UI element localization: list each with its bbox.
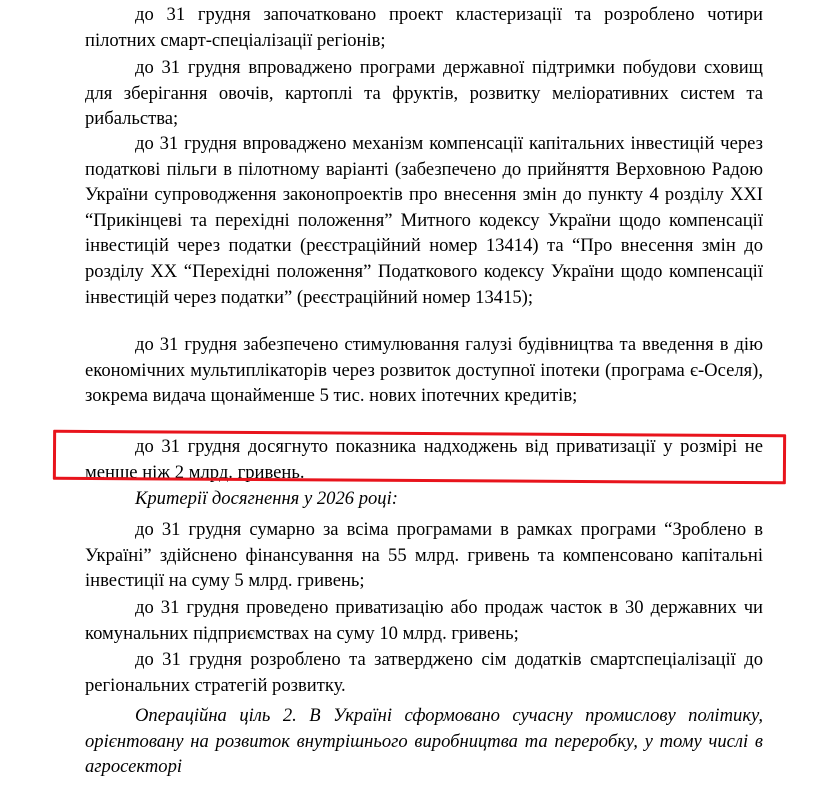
paragraph-investment-compensation: до 31 грудня впроваджено механізм компенсації капітальних інвестицій через податкові пільги в пілотному варіанті (забезпечено до прийняття Верховною Радою України супроводження законопроектів про внесення змін до пункту 4 розділу XXI “Прикінцеві та перехідні положення” Митного кодексу України щодо компенсації інвестицій через податки (реєстраційний номер 13414) та “Про внесення змін до розділу XX “Перехідні положення” Податкового кодексу України щодо компенсації інвестицій через податки” (реєстраційний номер 13415); xyxy=(85,133,763,308)
red-highlight-frame xyxy=(53,430,786,484)
criteria-heading-2026: Критерії досягнення у 2026 році: xyxy=(135,488,398,509)
paragraph-privatization-enterprises: до 31 грудня проведено приватизацію або продаж часток в 30 державних чи комунальних підприємствах на суму 10 млрд. гривень; xyxy=(85,597,763,644)
paragraph-privatization-revenue: до 31 грудня досягнуто показника надходжень від приватизації у розмірі не менше ніж 2 млрд. гривень. xyxy=(85,436,763,483)
paragraph-smart-specialization: до 31 грудня розроблено та затверджено сім додатків смартспеціалізації до регіональних стратегій розвитку. xyxy=(85,649,763,696)
paragraph-made-in-ukraine-financing: до 31 грудня сумарно за всіма програмами в рамках програми “Зроблено в Україні” здійснено фінансування на 55 млрд. гривень та компенсовано капітальні інвестиції на суму 5 млрд. гривень; xyxy=(85,519,763,592)
operational-goal-heading: Операційна ціль 2. В Україні сформовано сучасну промислову політику, орієнтовану на розвиток внутрішнього виробництва та переробку, у тому числі в агросекторі xyxy=(85,705,763,778)
paragraph-storage-support: до 31 грудня впроваджено програми державної підтримки побудови сховищ для зберігання овочів, картоплі та фруктів, розвитку меліоративних систем та рибальства; xyxy=(85,57,763,130)
paragraph-clusterization: до 31 грудня започатковано проект кластеризації та розроблено чотири пілотних смарт-спеціалізації регіонів; xyxy=(85,4,763,51)
paragraph-construction-stimulus: до 31 грудня забезпечено стимулювання галузі будівництва та введення в дію економічних мультиплікаторів через розвиток доступної іпотеки (програма є-Оселя), зокрема видача щонайменше 5 тис. нових іпотечних кредитів; xyxy=(85,334,763,407)
